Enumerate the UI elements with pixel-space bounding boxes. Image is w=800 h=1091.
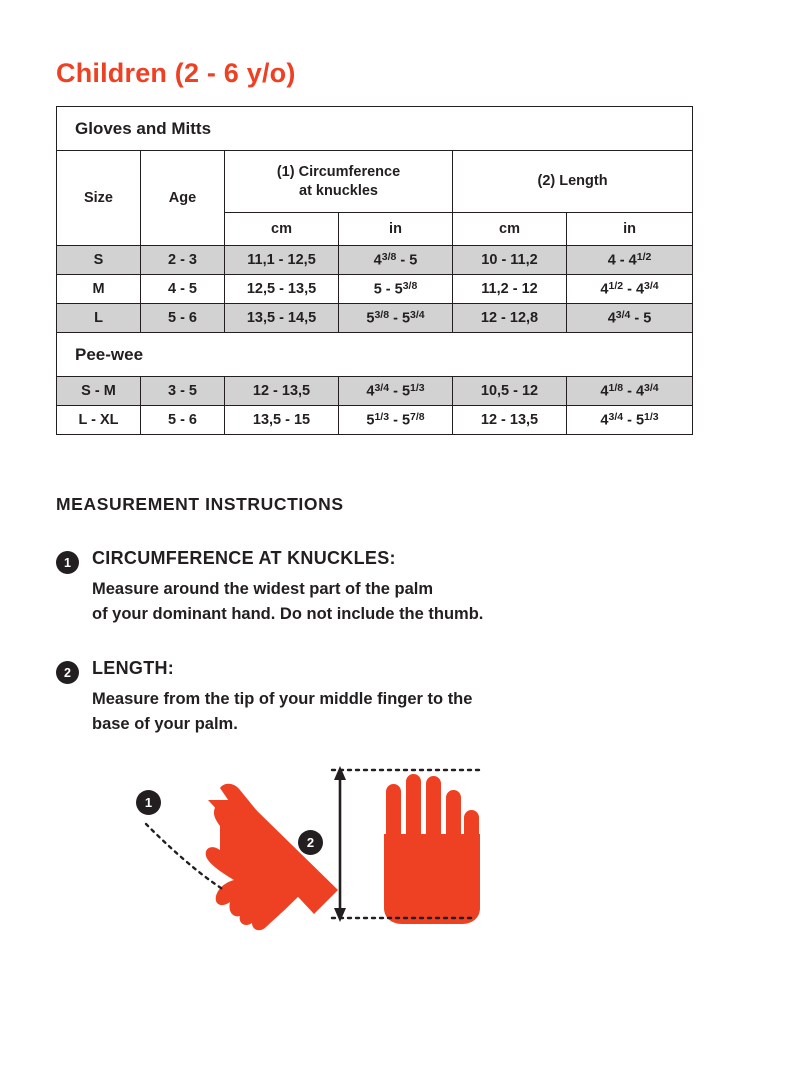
instruction-title-1: CIRCUMFERENCE AT KNUCKLES: (92, 548, 396, 568)
instruction-body-1-line1: Measure around the widest part of the palm (92, 580, 434, 598)
table-row (57, 246, 693, 275)
length-arrow-head-top (334, 766, 346, 780)
gloves-rows-body (57, 246, 693, 333)
length-cm-cell: 10,5 - 12 (453, 377, 567, 406)
table-section-header-peewee (57, 333, 693, 377)
age-cell: 4 - 5 (141, 275, 225, 304)
circ-in-cell: $5^{3/8} - 5^{3/4}$ (339, 304, 453, 333)
instruction-item-1 (56, 548, 483, 627)
length-cm-cell: 12 - 12,8 (453, 304, 567, 333)
illustration-badge-1: 1 (136, 790, 161, 815)
right-hand-icon (384, 774, 480, 924)
illustration-badge-2: 2 (298, 830, 323, 855)
page-title: Children (2 - 6 y/o) (56, 58, 296, 88)
left-hand-icon (204, 784, 348, 930)
instruction-body-2 (92, 687, 472, 737)
table-row (57, 377, 693, 406)
size-table-container (56, 106, 692, 435)
col-header-circ-in: in (339, 213, 453, 246)
age-cell: 5 - 6 (141, 406, 225, 435)
table-row (57, 275, 693, 304)
hand-measurement-illustration (100, 748, 520, 948)
age-cell: 5 - 6 (141, 304, 225, 333)
circ-cm-cell: 13,5 - 15 (225, 406, 339, 435)
col-header-circumference (225, 151, 453, 213)
age-cell: 2 - 3 (141, 246, 225, 275)
instructions-heading: MEASUREMENT INSTRUCTIONS (56, 494, 344, 514)
peewee-rows-body (57, 377, 693, 435)
col-header-circ-cm: cm (225, 213, 339, 246)
table-header-row-groups (57, 151, 693, 213)
instruction-body-2-line2: base of your palm. (92, 714, 238, 733)
circ-cm-cell: 13,5 - 14,5 (225, 304, 339, 333)
instruction-body-1-line2: of your dominant hand. Do not include the thumb. (92, 604, 484, 623)
length-in-cell: $4^{1/8} - 4^{3/4}$ (567, 377, 693, 406)
circ-in-cell: $4^{3/4} - 5^{1/3}$ (339, 377, 453, 406)
size-cell: L - XL (57, 406, 141, 435)
circ-cm-cell: 11,1 - 12,5 (225, 246, 339, 275)
length-cm-cell: 12 - 13,5 (453, 406, 567, 435)
length-in-cell: $4^{3/4} - 5$ (567, 304, 693, 333)
instruction-badge-2: 2 (56, 661, 79, 684)
circ-in-cell: $4^{3/8} - 5$ (339, 246, 453, 275)
age-cell: 3 - 5 (141, 377, 225, 406)
instruction-title-2: LENGTH: (92, 658, 175, 678)
length-arrow-head-bottom (334, 908, 346, 922)
circ-cm-cell: 12,5 - 13,5 (225, 275, 339, 304)
col-header-circumference-line1: (1) Circumference (276, 164, 401, 181)
size-cell: S - M (57, 377, 141, 406)
size-cell: L (57, 304, 141, 333)
table-section-header-gloves (57, 107, 693, 151)
circ-cm-cell: 12 - 13,5 (225, 377, 339, 406)
size-cell: S (57, 246, 141, 275)
table-row (57, 304, 693, 333)
instruction-body-2-line1: Measure from the tip of your middle finger to the (92, 690, 473, 708)
col-header-length: (2) Length (453, 151, 693, 213)
section-label-peewee: Pee-wee (57, 333, 693, 377)
circ-in-cell: $5^{1/3} - 5^{7/8}$ (339, 406, 453, 435)
col-header-length-cm: cm (453, 213, 567, 246)
length-cm-cell: 10 - 11,2 (453, 246, 567, 275)
col-header-length-in: in (567, 213, 693, 246)
instruction-item-2 (56, 658, 472, 737)
col-header-circumference-line2: at knuckles (299, 182, 378, 199)
circ-in-cell: $5 - 5^{3/8}$ (339, 275, 453, 304)
section-label-gloves: Gloves and Mitts (57, 107, 693, 151)
length-cm-cell: 11,2 - 12 (453, 275, 567, 304)
length-in-cell: $4^{3/4} - 5^{1/3}$ (567, 406, 693, 435)
size-cell: M (57, 275, 141, 304)
length-in-cell: $4 - 4^{1/2}$ (567, 246, 693, 275)
size-table (56, 106, 693, 435)
table-row (57, 406, 693, 435)
col-header-size: Size (57, 151, 141, 246)
col-header-age: Age (141, 151, 225, 246)
length-in-cell: $4^{1/2} - 4^{3/4}$ (567, 275, 693, 304)
instruction-badge-1: 1 (56, 551, 79, 574)
instruction-body-1 (92, 577, 483, 627)
